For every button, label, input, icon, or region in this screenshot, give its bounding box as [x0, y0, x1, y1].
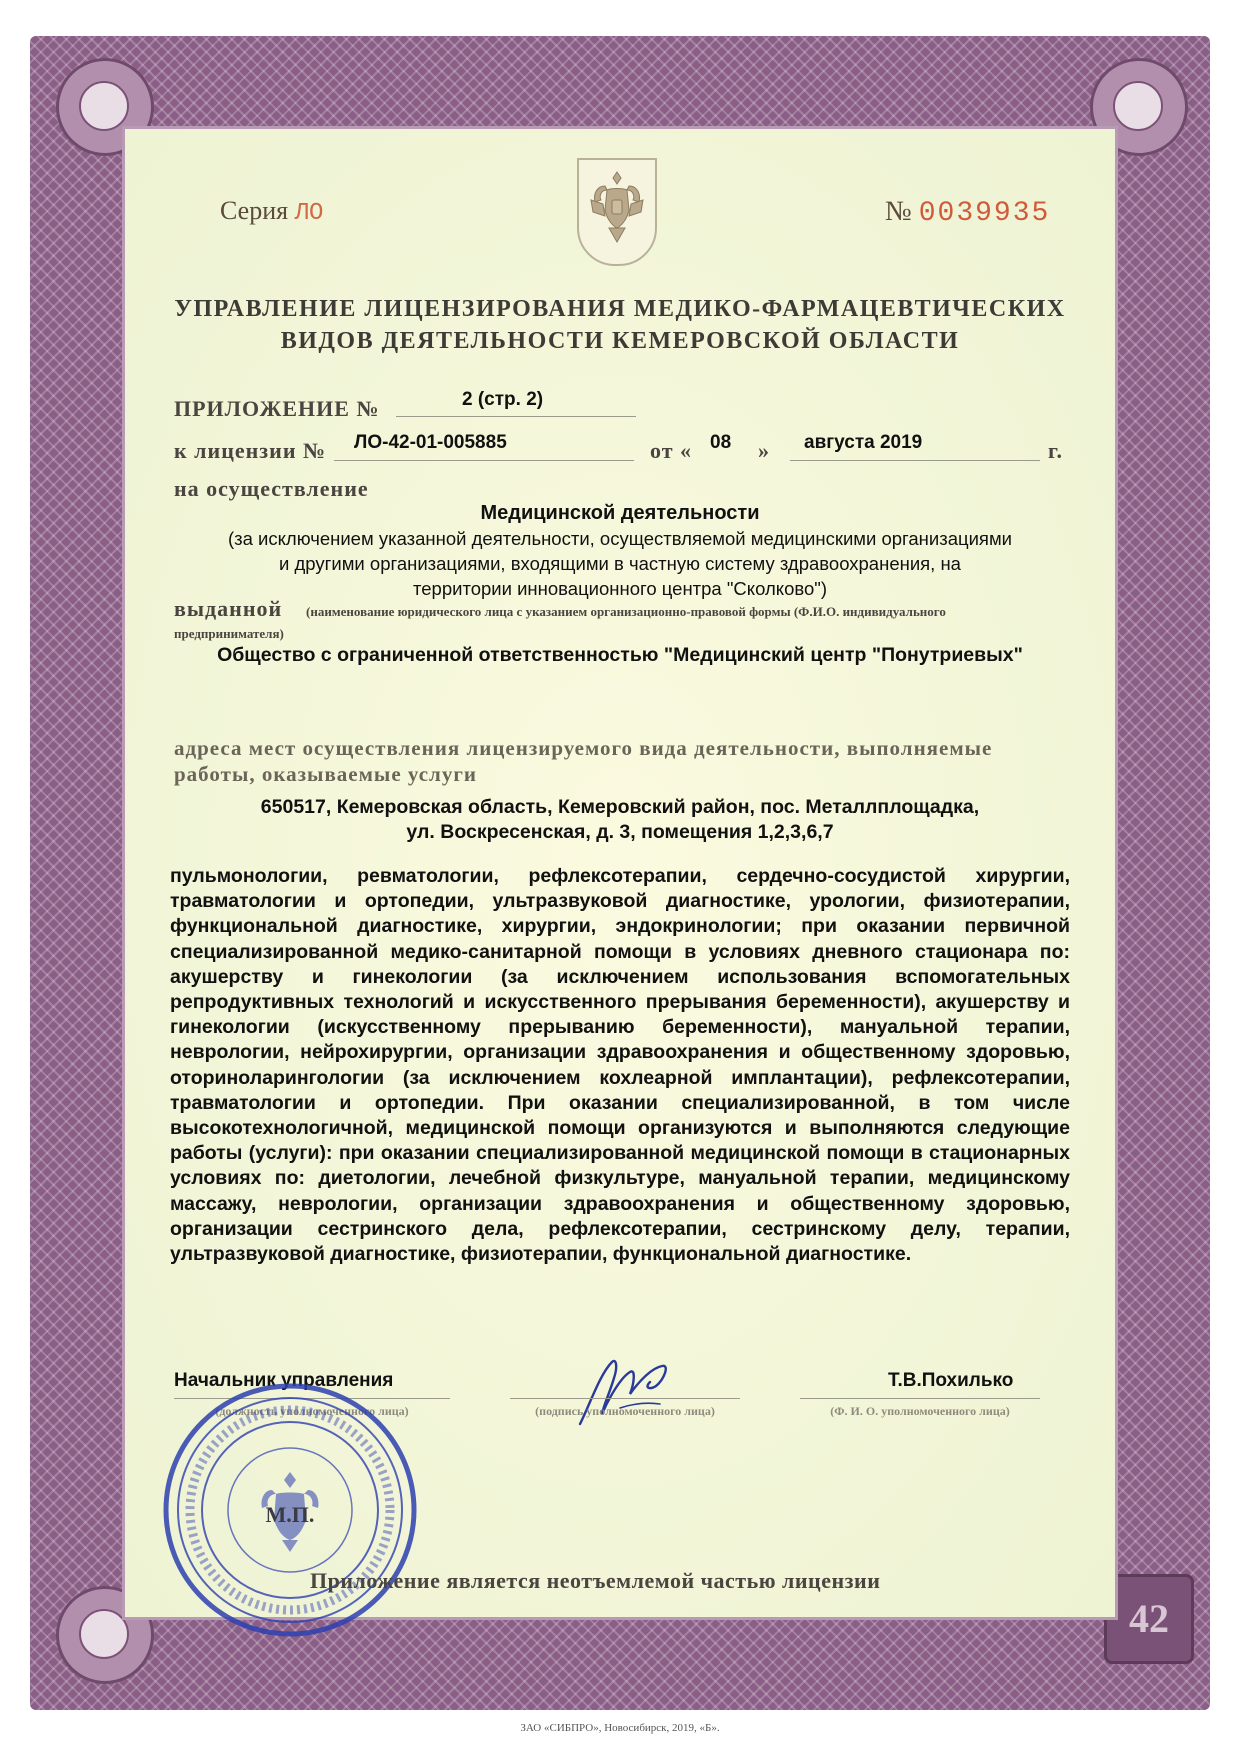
double-headed-eagle-icon	[587, 170, 647, 250]
year-suffix: г.	[1048, 438, 1064, 463]
appendix-value: 2 (стр. 2)	[462, 389, 544, 410]
number-value: 0039935	[918, 198, 1051, 229]
license-day: 08	[710, 432, 732, 453]
address-label-line1: адреса мест осуществления лицензируемого вида деятельности, выполняемые	[174, 736, 993, 760]
date-day-close: »	[758, 438, 770, 463]
authority-title-line1: УПРАВЛЕНИЕ ЛИЦЕНЗИРОВАНИЯ МЕДИКО-ФАРМАЦЕВТИЧЕСКИХ	[174, 296, 1066, 322]
activity-note-line3: территории инновационного центра "Сколково")	[412, 578, 827, 599]
page-number-badge: 42	[1104, 1574, 1194, 1664]
activity-label: на осуществление	[174, 476, 369, 501]
issued-note-part2: предпринимателя)	[174, 626, 284, 641]
series-label: Серия	[220, 196, 289, 225]
underline	[396, 416, 636, 417]
official-seal-stamp	[160, 1380, 420, 1640]
date-from-label: от «	[650, 438, 693, 463]
printer-imprint: ЗАО «СИБПРО», Новосибирск, 2019, «Б».	[520, 1722, 720, 1734]
underline	[334, 460, 634, 461]
address-line1: 650517, Кемеровская область, Кемеровский район, пос. Металлплощадка,	[260, 796, 980, 818]
footer-note: Приложение является неотъемлемой частью лицензии	[310, 1568, 881, 1593]
signature-caption: (подпись уполномоченного лица)	[535, 1404, 715, 1418]
handwritten-signature	[560, 1344, 690, 1436]
underline	[790, 460, 1040, 461]
form-number	[885, 196, 1050, 229]
activity-title: Медицинской деятельности	[480, 502, 760, 524]
signer-position: Начальник управления	[174, 1370, 394, 1391]
signer-name: Т.В.Похилько	[888, 1370, 1014, 1391]
stamp-mp-text: М.П.	[265, 1502, 315, 1527]
issued-note-part1: (наименование юридического лица с указанием организационно-правовой формы (Ф.И.О. индивидуального	[306, 604, 946, 619]
name-caption: (Ф. И. О. уполномоченного лица)	[830, 1404, 1010, 1418]
authority-title-line2: ВИДОВ ДЕЯТЕЛЬНОСТИ КЕМЕРОВСКОЙ ОБЛАСТИ	[280, 328, 960, 354]
address-label-line2: работы, оказываемые услуги	[174, 762, 477, 786]
appendix-label: ПРИЛОЖЕНИЕ №	[174, 396, 380, 421]
organization-name: Общество с ограниченной ответственностью "Медицинский центр "Понутриевых"	[217, 644, 1023, 666]
issued-label: выданной	[174, 596, 283, 621]
series	[220, 196, 323, 227]
number-label: №	[885, 196, 912, 227]
coat-of-arms-emblem	[577, 158, 657, 266]
license-label: к лицензии №	[174, 438, 327, 463]
address-line2: ул. Воскресенская, д. 3, помещения 1,2,3,6,7	[406, 821, 834, 843]
series-value: ЛО	[294, 200, 324, 227]
activity-note-line2: и другими организациями, входящими в частную систему здравоохранения, на	[279, 553, 961, 574]
license-month-year: августа 2019	[804, 432, 923, 453]
license-number: ЛО-42-01-005885	[354, 432, 507, 453]
underline	[510, 1398, 740, 1399]
position-caption: (должность уполномоченного лица)	[215, 1404, 409, 1418]
activity-note-line1: (за исключением указанной деятельности, осуществляемой медицинскими организациями	[227, 528, 1013, 549]
underline	[800, 1398, 1040, 1399]
services-list: пульмонологии, ревматологии, рефлексотерапии, сердечно-сосудистой хирургии, травматологии и ортопедии, ультразвуковой диагностике, урологии, физиотерапии, функциональной диагностике, хирургии, эндокринологии; при оказании первичной специализированной медико-санитарной помощи в условиях дневного стационара по: акушерству и гинекологии (за исключением использования вспомогательных репродуктивных технологий и искусственного прерывания беременности), акушерству и гинекологии (искусственному прерыванию беременности), мануальной терапии, неврологии, нейрохирургии, организации здравоохранения и общественному здоровью, оториноларингологии (за исключением кохлеарной имплантации), рефлексотерапии, травматологии и ортопедии. При оказании специализированной, в том числе высокотехнологичной, медицинской помощи организуются и выполняются следующие работы (услуги): при оказании специализированной медицинской помощи в стационарных условиях по: диетологии, лечебной физкультуре, мануальной терапии, медицинскому массажу, неврологии, организации здравоохранения и общественному здоровью, организации сестринского дела, рефлексотерапии, сестринскому делу, терапии, ультразвуковой диагностике, физиотерапии, функциональной диагностике.	[170, 865, 1070, 1266]
